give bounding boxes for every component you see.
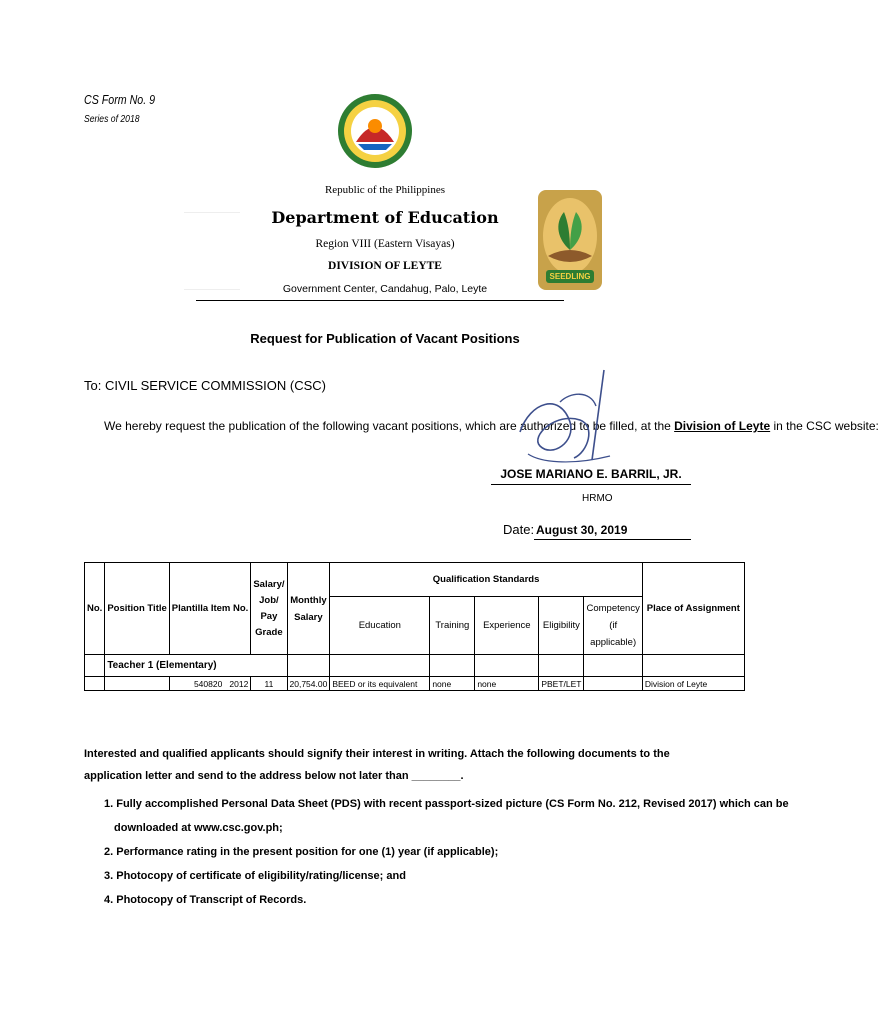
request-agency: Division of Leyte (674, 419, 771, 433)
instruction-item-2: 2. Performance rating in the present position for one (1) year (if applicable); (104, 846, 499, 858)
instruction-item-4: 4. Photocopy of Transcript of Records. (104, 894, 307, 906)
header-monthly-salary: Monthly Salary (287, 563, 330, 655)
header-training: Training (430, 597, 475, 655)
request-after: in the CSC website: (770, 419, 879, 433)
seal-right-label: SEEDLING (549, 272, 591, 281)
instruction-item-1-cont: downloaded at www.csc.gov.ph; (114, 822, 283, 834)
division-line: DIVISION OF LEYTE (328, 260, 442, 272)
signatory-name: JOSE MARIANO E. BARRIL, JR. (500, 467, 682, 481)
table-row (85, 677, 745, 691)
row-competency (584, 677, 642, 691)
row-experience: none (475, 677, 539, 691)
header-qualification: Qualification Standards (330, 563, 643, 597)
header-no: No. (85, 563, 105, 655)
department-line: Department of Education (271, 208, 499, 227)
document-title: Request for Publication of Vacant Positions (250, 331, 520, 346)
row-no (85, 677, 105, 691)
empty-cell (539, 655, 584, 677)
signature-line (491, 484, 691, 485)
row-salary: 20,754.00 (287, 677, 330, 691)
row-training: none (430, 677, 475, 691)
address-line: Government Center, Candahug, Palo, Leyte (282, 283, 488, 295)
signatory-title: HRMO (582, 493, 613, 504)
header-competency: Competency (if applicable) (584, 597, 642, 655)
empty-cell (330, 655, 430, 677)
header-salary-grade: Salary/ Job/ Pay Grade (251, 563, 287, 655)
row-plantilla (169, 677, 251, 691)
instructions-intro: Interested and qualified applicants should signify their interest in writing. Attach the following documents to the application letter and send to the address below not later than ________. (84, 748, 670, 782)
to-line: To: CIVIL SERVICE COMMISSION (CSC) (84, 378, 326, 393)
row-grade: 11 (251, 677, 287, 691)
header-plantilla: Plantilla Item No. (169, 563, 251, 655)
vacancy-table (84, 562, 745, 691)
group-no-cell (85, 655, 105, 677)
header-eligibility: Eligibility (539, 597, 584, 655)
date-value: August 30, 2019 (536, 523, 628, 537)
instruction-item-1: 1. Fully accomplished Personal Data Sheet (PDS) with recent passport-sized picture (CS Form No. 212, Revised 2017) which can be (104, 798, 789, 810)
row-position (105, 677, 169, 691)
row-plantilla-year: 2012 (229, 678, 249, 689)
header-position-title: Position Title (105, 563, 169, 655)
deped-region-seal (336, 92, 414, 170)
header-place: Place of Assignment (642, 563, 744, 655)
empty-cell (287, 655, 330, 677)
header-experience: Experience (475, 597, 539, 655)
instruction-item-3: 3. Photocopy of certificate of eligibility/rating/license; and (104, 870, 406, 882)
group-label: Teacher 1 (Elementary) (105, 655, 287, 677)
date-label: Date: (503, 522, 535, 537)
handwritten-signature (500, 362, 640, 482)
row-education: BEED or its equivalent (330, 677, 430, 691)
request-sentence (104, 419, 879, 433)
empty-cell (642, 655, 744, 677)
row-eligibility: PBET/LET (539, 677, 584, 691)
empty-cell (430, 655, 475, 677)
row-place: Division of Leyte (642, 677, 744, 691)
row-plantilla-number: 540820 (193, 678, 223, 689)
header-education: Education (330, 597, 430, 655)
form-code: CS Form No. 9 (84, 92, 156, 107)
region-line: Region VIII (Eastern Visayas) (315, 238, 455, 250)
empty-cell (584, 655, 642, 677)
request-before: We hereby request the publication of the following vacant positions, which are authorized to be filled, at the (104, 419, 675, 433)
header-divider (196, 300, 564, 301)
date-underline (534, 539, 691, 540)
republic-line: Republic of the Philippines (324, 184, 446, 196)
form-series: Series of 2018 (84, 113, 140, 125)
empty-cell (475, 655, 539, 677)
